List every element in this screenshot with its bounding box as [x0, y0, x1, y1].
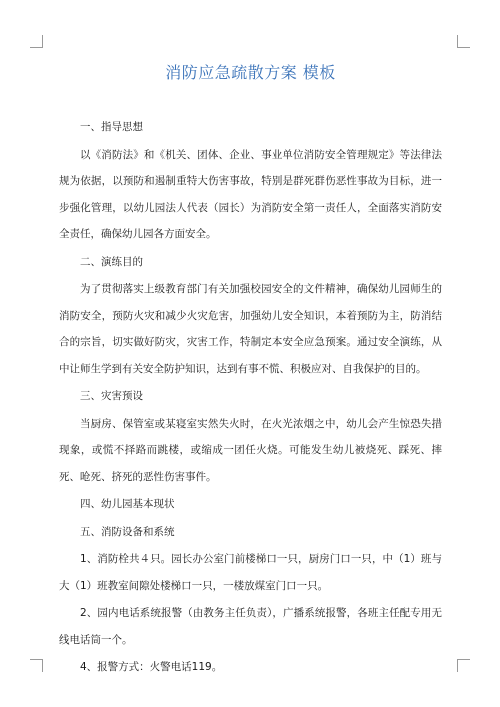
- section-heading-drill-purpose: 二、演练目的: [80, 255, 143, 268]
- corner-mark-top-left: [30, 35, 43, 48]
- document-title: 消防应急疏散方案 模板: [165, 63, 336, 82]
- list-item-alarm-system: 2、园内电话系统报警（由教务主任负责），广播系统报警，各班主任配专用无线电话筒一个。: [59, 607, 442, 646]
- section-paragraph-guiding-ideology: 以《消防法》和《机关、团体、企业、事业单位消防安全管理规定》等法律法规为依据，以预防和遏制重特大伤害事故，特别是群死群伤恶性事故为目标，进一步强化管理，以幼儿园法人代表（园长）为消防安全第一责任人，全面落实消防安全责任，确保幼儿园各方面安全。: [59, 148, 442, 240]
- document-page: [59, 62, 442, 682]
- list-item-hydrants: 1、消防栓共４只。园长办公室门前楼梯口一只，厨房门口一只，中（1）班与大（1）班教室间隙处楼梯口一只，一楼放煤室门口一只。: [59, 553, 442, 592]
- section-paragraph-disaster-scenario: 当厨房、保管室或某寝室实然失火时，在火光浓烟之中，幼儿会产生惊恐失措现象，或慌不择路而跳楼，或缩成一团任火烧。可能发生幼儿被烧死、踩死、摔死、呛死、挤死的恶性伤害事件。: [59, 417, 442, 483]
- corner-mark-top-right: [457, 35, 470, 48]
- corner-mark-bottom-left: [30, 659, 43, 672]
- corner-mark-bottom-right: [457, 659, 470, 672]
- section-heading-disaster-scenario: 三、灾害预设: [80, 390, 143, 402]
- section-heading-guiding-ideology: 一、指导思想: [80, 121, 143, 133]
- section-paragraph-drill-purpose: 为了贯彻落实上级教育部门有关加强校园安全的文件精神，确保幼儿园师生的消防安全，预防火灾和减少火灾危害，加强幼儿安全知识，本着预防为主，防消结合的宗旨，切实做好防灾，灾害工作，特制定本安全应急预案。通过安全演练，从中让师生学到有关安全防护知识，达到有事不慌、积极应对、自我保护的目的。: [59, 283, 442, 375]
- section-heading-kindergarten-status: 四、幼儿园基本现状: [80, 498, 175, 510]
- list-item-alarm-method: 4、报警方式：火警电话119。: [80, 661, 223, 673]
- section-heading-fire-equipment: 五、消防设备和系统: [80, 525, 175, 538]
